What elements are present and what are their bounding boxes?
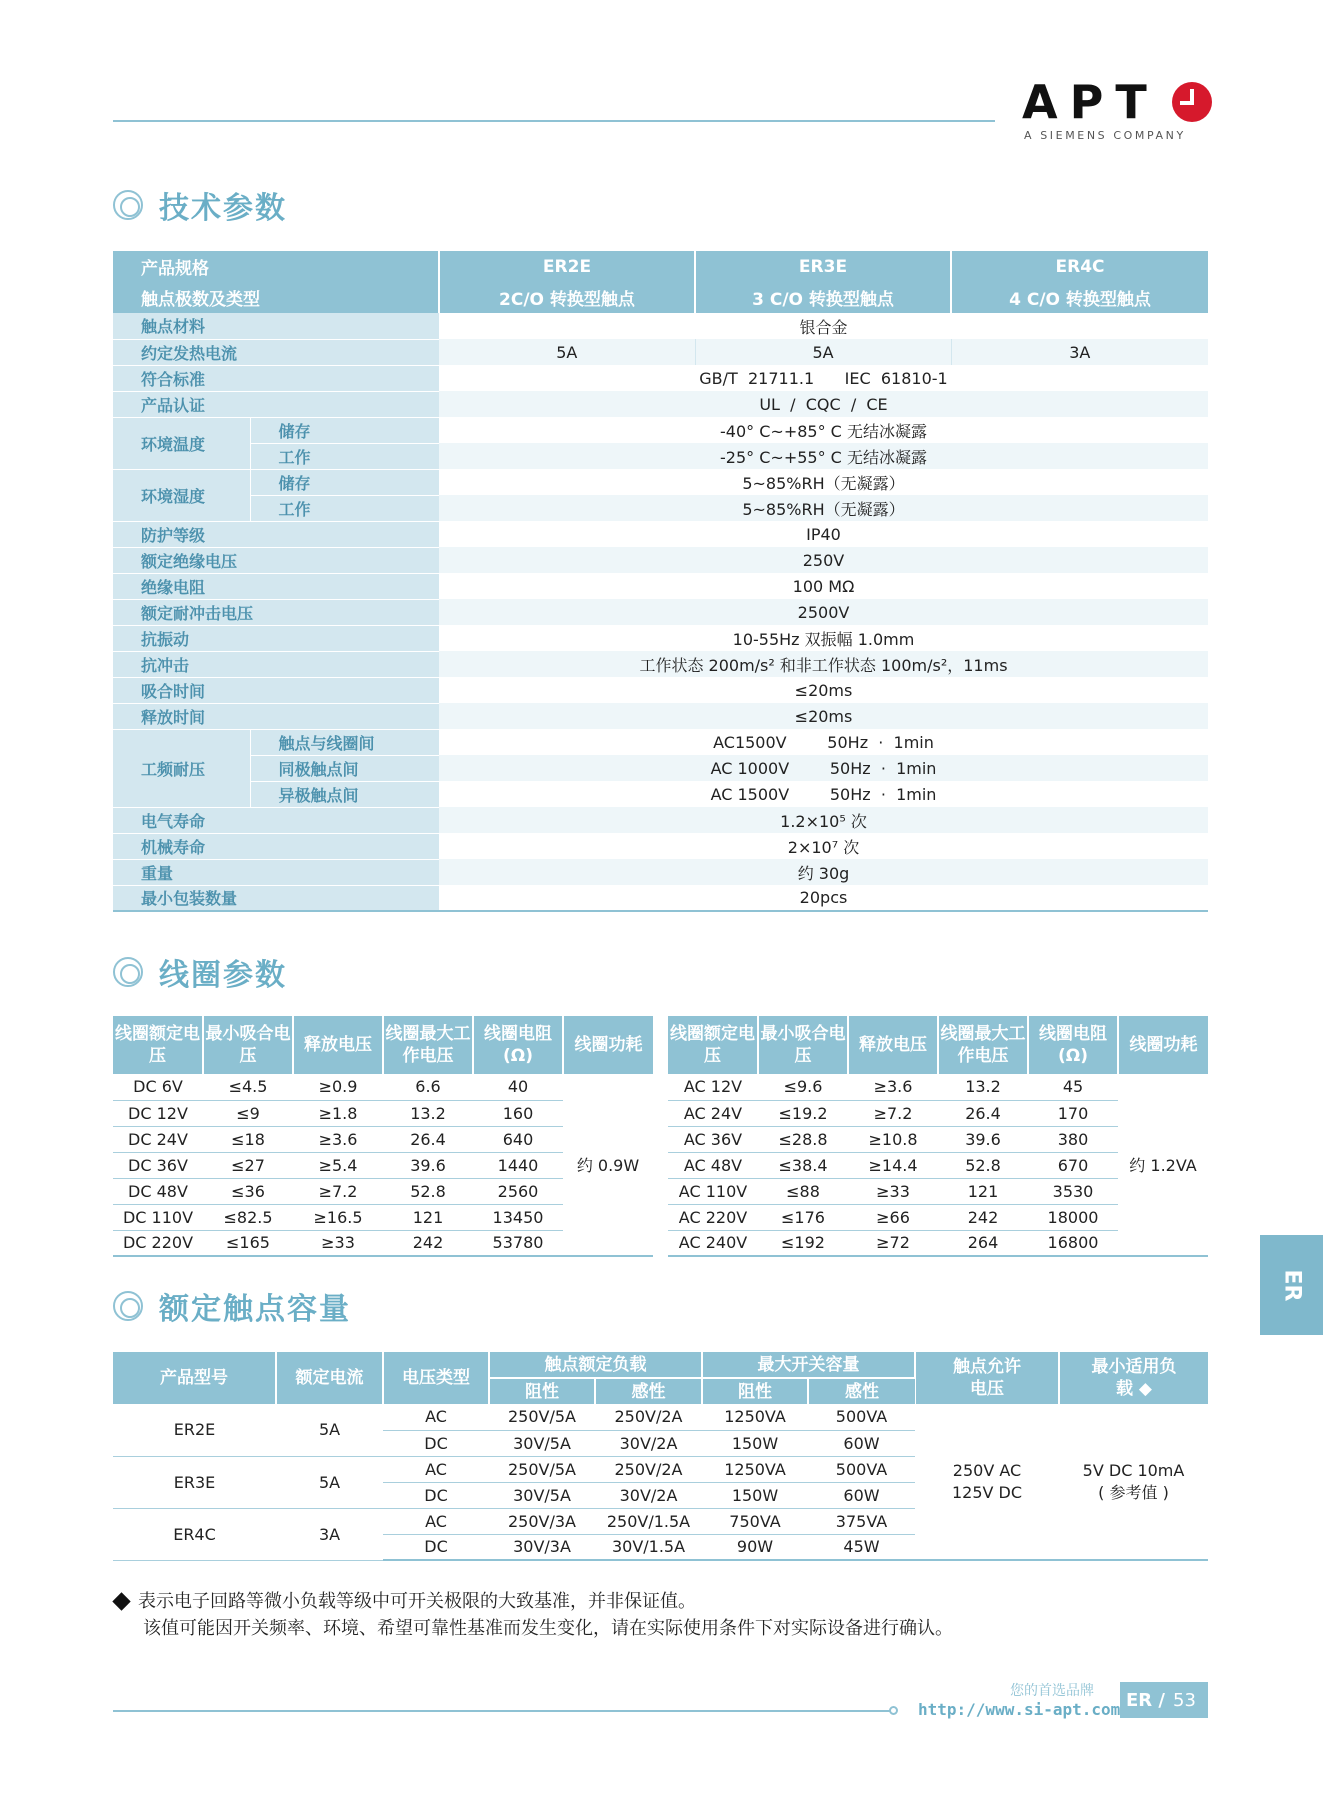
table-cell: 640 <box>473 1126 563 1152</box>
clock-logo-icon <box>1172 82 1212 122</box>
table-cell: 375VA <box>808 1508 915 1534</box>
table-cell: ≤165 <box>203 1230 293 1256</box>
table-cell: ≥14.4 <box>848 1152 938 1178</box>
table-cell: DC 12V <box>113 1100 203 1126</box>
table-row <box>113 1074 653 1100</box>
table-cell: 45W <box>808 1534 915 1560</box>
coil-ac-table <box>668 1016 1208 1257</box>
model-cell: ER4C <box>113 1508 276 1560</box>
table-cell: AC 240V <box>668 1230 758 1256</box>
side-section-tab: ER <box>1260 1235 1323 1335</box>
table-cell: 670 <box>1028 1152 1118 1178</box>
table-row: 环境温度 储存 -40° C~+85° C 无结冰凝露 <box>113 417 1208 443</box>
table-header-row: 产品型号 额定电流 电压类型 触点额定负载 最大开关容量 触点允许电压 最小适用负载 ◆ <box>113 1352 1208 1378</box>
table-cell: 250V/5A <box>489 1456 595 1482</box>
table-cell: ≥3.6 <box>848 1074 938 1100</box>
table-cell: AC 110V <box>668 1178 758 1204</box>
table-cell: DC 36V <box>113 1152 203 1178</box>
table-cell: 45 <box>1028 1074 1118 1100</box>
table-cell: 30V/3A <box>489 1534 595 1560</box>
table-cell: 170 <box>1028 1100 1118 1126</box>
table-cell: DC 24V <box>113 1126 203 1152</box>
table-cell: AC 220V <box>668 1204 758 1230</box>
table-cell: ≤192 <box>758 1230 848 1256</box>
current-cell: 5A <box>276 1456 383 1508</box>
double-circle-icon <box>113 190 143 220</box>
model-cell: ER2E <box>113 1404 276 1456</box>
table-cell: 250V/5A <box>489 1404 595 1430</box>
table-cell: 150W <box>702 1482 808 1508</box>
table-cell: 30V/1.5A <box>595 1534 702 1560</box>
table-cell: AC <box>383 1508 489 1534</box>
table-cell: DC 110V <box>113 1204 203 1230</box>
contact-type-cell: 2C/O 转换型触点 <box>439 282 695 313</box>
table-cell: 60W <box>808 1482 915 1508</box>
table-cell: ≥3.6 <box>293 1126 383 1152</box>
tech-spec-table <box>113 251 1208 912</box>
table-cell: DC 48V <box>113 1178 203 1204</box>
table-cell: DC 6V <box>113 1074 203 1100</box>
table-cell: 160 <box>473 1100 563 1126</box>
model-cell: ER3E <box>113 1456 276 1508</box>
table-cell: 1250VA <box>702 1456 808 1482</box>
table-row: 电气寿命 1.2×10⁵ 次 <box>113 807 1208 833</box>
table-cell: 242 <box>938 1204 1028 1230</box>
table-cell: 250V/3A <box>489 1508 595 1534</box>
table-cell: AC 12V <box>668 1074 758 1100</box>
table-row: 约定发热电流 5A 5A 3A <box>113 339 1208 365</box>
table-cell: 250V/2A <box>595 1404 702 1430</box>
table-cell: 39.6 <box>383 1152 473 1178</box>
table-cell: 150W <box>702 1430 808 1456</box>
table-cell: 30V/5A <box>489 1482 595 1508</box>
table-header-row: 线圈额定电压 最小吸合电压 释放电压 线圈最大工作电压 线圈电阻(Ω) 线圈功耗 <box>113 1016 653 1074</box>
footnote: 表示电子回路等微小负载等级中可开关极限的大致基准，并非保证值。 该值可能因开关频率、环境、希望可靠性基准而发生变化，请在实际使用条件下对实际设备进行确认。 <box>113 1588 953 1642</box>
table-row: 抗振动 10-55Hz 双振幅 1.0mm <box>113 625 1208 651</box>
table-cell: 52.8 <box>383 1178 473 1204</box>
section-title-capacity: 额定触点容量 <box>113 1284 351 1328</box>
table-row: 吸合时间 ≤20ms <box>113 677 1208 703</box>
table-header-row: 线圈额定电压 最小吸合电压 释放电压 线圈最大工作电压 线圈电阻(Ω) 线圈功耗 <box>668 1016 1208 1074</box>
table-row: 额定耐冲击电压 2500V <box>113 599 1208 625</box>
table-cell: ≥16.5 <box>293 1204 383 1230</box>
table-cell: ≤19.2 <box>758 1100 848 1126</box>
table-cell: 750VA <box>702 1508 808 1534</box>
diamond-icon <box>112 1592 130 1610</box>
table-row: 抗冲击 工作状态 200m/s² 和非工作状态 100m/s²，11ms <box>113 651 1208 677</box>
table-cell: DC 220V <box>113 1230 203 1256</box>
table-cell: ≤28.8 <box>758 1126 848 1152</box>
table-row: 最小包装数量 20pcs <box>113 885 1208 911</box>
table-cell: 90W <box>702 1534 808 1560</box>
section-title-tech: 技术参数 <box>113 183 287 227</box>
table-row: 防护等级 IP40 <box>113 521 1208 547</box>
contact-type-cell: 3 C/O 转换型触点 <box>695 282 951 313</box>
apt-logo <box>1022 76 1212 146</box>
table-cell: ≥33 <box>848 1178 938 1204</box>
table-cell: ≤4.5 <box>203 1074 293 1100</box>
model-er4c: ER4C <box>951 251 1208 282</box>
header-rule <box>113 120 995 122</box>
table-row: 机械寿命 2×10⁷ 次 <box>113 833 1208 859</box>
table-cell: ≥66 <box>848 1204 938 1230</box>
coil-dc-table <box>113 1016 653 1257</box>
contact-type-cell: 4 C/O 转换型触点 <box>951 282 1208 313</box>
table-cell: 26.4 <box>383 1126 473 1152</box>
table-cell: 40 <box>473 1074 563 1100</box>
logo-wordmark: APT <box>1022 75 1159 129</box>
footer-url-link[interactable]: http://www.si-apt.com <box>918 1700 1121 1719</box>
table-cell: ≥7.2 <box>293 1178 383 1204</box>
table-cell: ≥33 <box>293 1230 383 1256</box>
coil-power-cell: 约 0.9W <box>563 1074 653 1256</box>
table-row <box>113 282 1208 313</box>
table-cell: DC <box>383 1430 489 1456</box>
table-header-row: 阻性 感性 阻性 感性 <box>113 1378 1208 1404</box>
page-number: ER / 53 <box>1120 1682 1208 1718</box>
table-cell: 6.6 <box>383 1074 473 1100</box>
table-cell: ≤88 <box>758 1178 848 1204</box>
table-cell: 30V/2A <box>595 1430 702 1456</box>
table-cell: ≤36 <box>203 1178 293 1204</box>
current-cell: 3A <box>276 1508 383 1560</box>
table-cell: 250V/2A <box>595 1456 702 1482</box>
table-cell: 13.2 <box>383 1100 473 1126</box>
table-cell: 60W <box>808 1430 915 1456</box>
footer-rule <box>113 1710 893 1712</box>
table-row: 异极触点间 AC 1500V 50Hz · 1min <box>113 781 1208 807</box>
model-er2e: ER2E <box>439 251 695 282</box>
current-cell: 5A <box>276 1404 383 1456</box>
table-cell: ≥7.2 <box>848 1100 938 1126</box>
double-circle-icon <box>113 957 143 987</box>
table-cell: 1250VA <box>702 1404 808 1430</box>
table-cell: 16800 <box>1028 1230 1118 1256</box>
table-cell: 30V/2A <box>595 1482 702 1508</box>
table-cell: ≤82.5 <box>203 1204 293 1230</box>
allow-voltage-cell: 250V AC 125V DC <box>915 1404 1059 1560</box>
footer-dot <box>889 1706 898 1715</box>
table-cell: ≤9 <box>203 1100 293 1126</box>
table-cell: ≤176 <box>758 1204 848 1230</box>
table-row: 工频耐压 触点与线圈间 AC1500V 50Hz · 1min <box>113 729 1208 755</box>
table-cell: 26.4 <box>938 1100 1028 1126</box>
table-row: 产品认证 UL / CQC / CE <box>113 391 1208 417</box>
table-cell: AC <box>383 1456 489 1482</box>
table-cell: AC 36V <box>668 1126 758 1152</box>
table-row: 释放时间 ≤20ms <box>113 703 1208 729</box>
table-row: 工作 5~85%RH（无凝露） <box>113 495 1208 521</box>
table-row: 符合标准 GB/T 21711.1 IEC 61810-1 <box>113 365 1208 391</box>
table-cell: AC <box>383 1404 489 1430</box>
header-cell: 产品规格 <box>113 251 439 282</box>
table-cell: ≥0.9 <box>293 1074 383 1100</box>
table-cell: ≤27 <box>203 1152 293 1178</box>
table-row: 绝缘电阻 100 MΩ <box>113 573 1208 599</box>
table-cell: ≥10.8 <box>848 1126 938 1152</box>
table-cell: 53780 <box>473 1230 563 1256</box>
table-cell: 500VA <box>808 1456 915 1482</box>
table-cell: 264 <box>938 1230 1028 1256</box>
table-row: 环境湿度 储存 5~85%RH（无凝露） <box>113 469 1208 495</box>
table-cell: 52.8 <box>938 1152 1028 1178</box>
table-cell: 380 <box>1028 1126 1118 1152</box>
coil-power-cell: 约 1.2VA <box>1118 1074 1208 1256</box>
table-cell: 3530 <box>1028 1178 1118 1204</box>
table-row: 工作 -25° C~+55° C 无结冰凝露 <box>113 443 1208 469</box>
header-cell: 触点极数及类型 <box>113 282 439 313</box>
double-circle-icon <box>113 1291 143 1321</box>
footer-slogan: 您的首选品牌 <box>1010 1683 1094 1699</box>
table-cell: 250V/1.5A <box>595 1508 702 1534</box>
table-cell: 121 <box>383 1204 473 1230</box>
table-cell: ≥1.8 <box>293 1100 383 1126</box>
table-row: 额定绝缘电压 250V <box>113 547 1208 573</box>
contact-capacity-table <box>113 1352 1208 1561</box>
table-cell: 13450 <box>473 1204 563 1230</box>
table-cell: DC <box>383 1482 489 1508</box>
logo-subtitle: A SIEMENS COMPANY <box>1024 129 1186 142</box>
table-cell: AC 48V <box>668 1152 758 1178</box>
table-cell: 121 <box>938 1178 1028 1204</box>
table-row <box>113 1404 1208 1430</box>
table-cell: ≥5.4 <box>293 1152 383 1178</box>
table-cell: 30V/5A <box>489 1430 595 1456</box>
table-row <box>668 1074 1208 1100</box>
min-load-cell: 5V DC 10mA ( 参考值 ) <box>1059 1404 1208 1560</box>
table-row: 同极触点间 AC 1000V 50Hz · 1min <box>113 755 1208 781</box>
table-cell: AC 24V <box>668 1100 758 1126</box>
table-row <box>113 251 1208 282</box>
table-cell: DC <box>383 1534 489 1560</box>
table-row: 触点材料 银合金 <box>113 313 1208 339</box>
table-cell: 242 <box>383 1230 473 1256</box>
table-cell: 500VA <box>808 1404 915 1430</box>
table-cell: 2560 <box>473 1178 563 1204</box>
model-er3e: ER3E <box>695 251 951 282</box>
table-cell: 1440 <box>473 1152 563 1178</box>
table-cell: ≥72 <box>848 1230 938 1256</box>
table-cell: 13.2 <box>938 1074 1028 1100</box>
table-cell: 39.6 <box>938 1126 1028 1152</box>
section-title-coil: 线圈参数 <box>113 950 287 994</box>
table-row: 重量 约 30g <box>113 859 1208 885</box>
table-cell: ≤38.4 <box>758 1152 848 1178</box>
table-cell: ≤18 <box>203 1126 293 1152</box>
table-cell: ≤9.6 <box>758 1074 848 1100</box>
table-cell: 18000 <box>1028 1204 1118 1230</box>
